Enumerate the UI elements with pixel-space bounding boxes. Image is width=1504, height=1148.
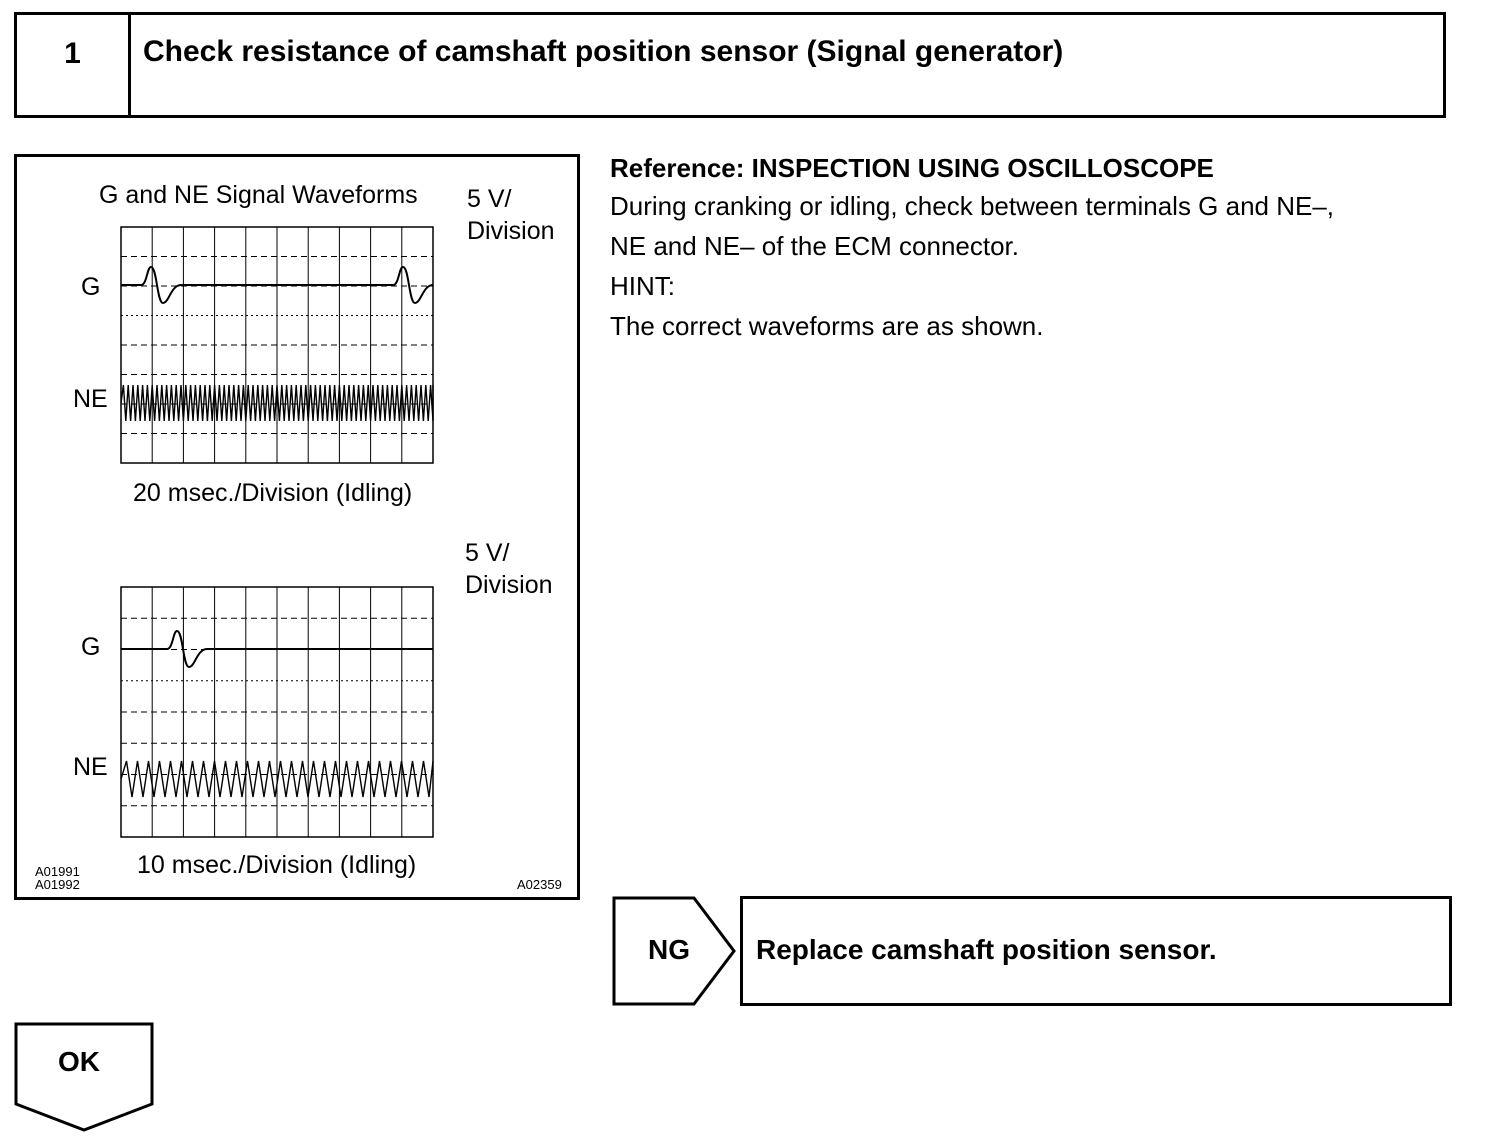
scope2-waveform-graph [121,587,437,837]
reference-line1: During cranking or idling, check between terminals G and NE–, [610,191,1335,221]
ng-label: NG [648,934,690,965]
ng-action-text: Replace camshaft position sensor. [756,934,1217,965]
ok-arrow-shape [14,1022,156,1134]
scope1-volts-label-line2: Division [467,217,555,245]
scope2-ne-label: NE [73,753,108,781]
hint-text: The correct waveforms are as shown. [610,311,1044,341]
scope1-waveform-graph [121,227,437,463]
step-header [14,12,1446,118]
figure-code-right: A02359 [517,877,562,892]
reference-heading: Reference: INSPECTION USING OSCILLOSCOPE [610,153,1214,183]
scope2-time-label: 10 msec./Division (Idling) [137,851,417,879]
reference-line2: NE and NE– of the ECM connector. [610,231,1019,261]
figure-title: G and NE Signal Waveforms [99,181,418,209]
scope2-volts-label-line1: 5 V/ [465,539,510,567]
scope1-volts-label-line1: 5 V/ [467,185,512,213]
scope1-time-label: 20 msec./Division (Idling) [133,479,413,507]
step-number: 1 [17,15,131,115]
oscilloscope-figure [14,154,580,900]
step-title: Check resistance of camshaft position sensor (Signal generator) [143,35,1064,68]
figure-code-left-1: A01991 [35,864,80,879]
scope1-ne-label: NE [73,385,108,413]
scope2-g-label: G [81,633,101,661]
scope2-volts-label-line2: Division [465,571,553,599]
ok-label: OK [58,1046,100,1077]
scope1-g-label: G [81,273,101,301]
figure-code-left-2: A01992 [35,877,80,892]
hint-label: HINT: [610,271,675,301]
